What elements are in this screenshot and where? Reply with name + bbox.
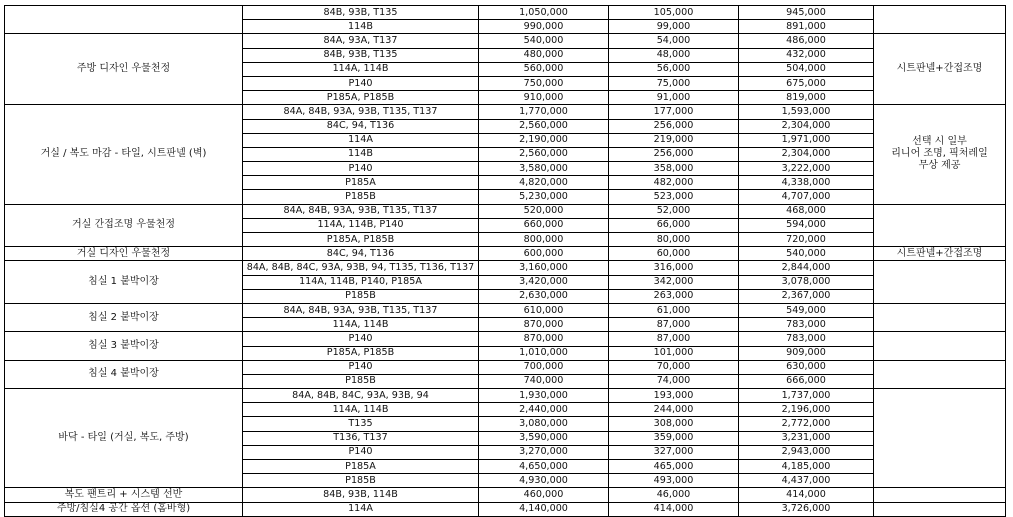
table-row bbox=[5, 303, 1006, 317]
unit-type-cell: P140 bbox=[243, 445, 479, 459]
discount-cell: 244,000 bbox=[609, 403, 739, 417]
discount-cell: 75,000 bbox=[609, 76, 739, 90]
list-price-cell: 1,930,000 bbox=[479, 389, 609, 403]
discount-cell: 493,000 bbox=[609, 474, 739, 488]
option-item-name: 바닥 - 타일 (거실, 복도, 주방) bbox=[5, 389, 243, 488]
list-price-cell: 1,770,000 bbox=[479, 105, 609, 119]
option-item-name: 주방 디자인 우물천정 bbox=[5, 34, 243, 105]
list-price-cell: 460,000 bbox=[479, 488, 609, 502]
list-price-cell: 600,000 bbox=[479, 247, 609, 261]
unit-type-cell: P140 bbox=[243, 76, 479, 90]
final-price-cell: 666,000 bbox=[739, 374, 874, 388]
final-price-cell: 2,943,000 bbox=[739, 445, 874, 459]
table-row bbox=[5, 488, 1006, 502]
option-item-name: 거실 디자인 우물천정 bbox=[5, 247, 243, 261]
unit-type-cell: P140 bbox=[243, 332, 479, 346]
list-price-cell: 910,000 bbox=[479, 91, 609, 105]
final-price-cell: 1,737,000 bbox=[739, 389, 874, 403]
final-price-cell: 2,304,000 bbox=[739, 147, 874, 161]
list-price-cell: 4,930,000 bbox=[479, 474, 609, 488]
option-item-name: 주방/침실4 공간 옵션 (홈바형) bbox=[5, 502, 243, 516]
table-row bbox=[5, 105, 1006, 119]
remark-cell bbox=[874, 488, 1006, 502]
discount-cell: 48,000 bbox=[609, 48, 739, 62]
discount-cell: 523,000 bbox=[609, 190, 739, 204]
unit-type-cell: T136, T137 bbox=[243, 431, 479, 445]
final-price-cell: 468,000 bbox=[739, 204, 874, 218]
remark-cell bbox=[874, 6, 1006, 34]
list-price-cell: 870,000 bbox=[479, 318, 609, 332]
unit-type-cell: P185A, P185B bbox=[243, 233, 479, 247]
list-price-cell: 4,650,000 bbox=[479, 460, 609, 474]
table-row bbox=[5, 389, 1006, 403]
discount-cell: 482,000 bbox=[609, 176, 739, 190]
discount-cell: 105,000 bbox=[609, 6, 739, 20]
option-item-name: 복도 팬트리 + 시스템 선반 bbox=[5, 488, 243, 502]
unit-type-cell: 114A bbox=[243, 133, 479, 147]
discount-cell: 60,000 bbox=[609, 247, 739, 261]
final-price-cell: 783,000 bbox=[739, 318, 874, 332]
table-row bbox=[5, 6, 1006, 20]
final-price-cell: 4,185,000 bbox=[739, 460, 874, 474]
unit-type-cell: 84A, 84B, 93A, 93B, T135, T137 bbox=[243, 303, 479, 317]
remark-cell bbox=[874, 303, 1006, 331]
list-price-cell: 1,010,000 bbox=[479, 346, 609, 360]
list-price-cell: 3,590,000 bbox=[479, 431, 609, 445]
discount-cell: 465,000 bbox=[609, 460, 739, 474]
table-row bbox=[5, 502, 1006, 516]
final-price-cell: 675,000 bbox=[739, 76, 874, 90]
unit-type-cell: 84A, 93A, T137 bbox=[243, 34, 479, 48]
unit-type-cell: 84A, 84B, 84C, 93A, 93B, 94 bbox=[243, 389, 479, 403]
discount-cell: 80,000 bbox=[609, 233, 739, 247]
list-price-cell: 2,440,000 bbox=[479, 403, 609, 417]
list-price-cell: 540,000 bbox=[479, 34, 609, 48]
table-row bbox=[5, 34, 1006, 48]
unit-type-cell: 84B, 93B, T135 bbox=[243, 6, 479, 20]
discount-cell: 308,000 bbox=[609, 417, 739, 431]
final-price-cell: 4,338,000 bbox=[739, 176, 874, 190]
unit-type-cell: 84B, 93B, T135 bbox=[243, 48, 479, 62]
unit-type-cell: P140 bbox=[243, 360, 479, 374]
unit-type-cell: 114A, 114B bbox=[243, 403, 479, 417]
list-price-cell: 5,230,000 bbox=[479, 190, 609, 204]
option-item-name: 침실 4 붙박이장 bbox=[5, 360, 243, 388]
option-price-table bbox=[4, 5, 1006, 517]
table-row bbox=[5, 332, 1006, 346]
discount-cell: 219,000 bbox=[609, 133, 739, 147]
discount-cell: 193,000 bbox=[609, 389, 739, 403]
final-price-cell: 549,000 bbox=[739, 303, 874, 317]
unit-type-cell: 84C, 94, T136 bbox=[243, 247, 479, 261]
discount-cell: 74,000 bbox=[609, 374, 739, 388]
discount-cell: 256,000 bbox=[609, 147, 739, 161]
list-price-cell: 480,000 bbox=[479, 48, 609, 62]
final-price-cell: 819,000 bbox=[739, 91, 874, 105]
unit-type-cell: 84A, 84B, 93A, 93B, T135, T137 bbox=[243, 204, 479, 218]
final-price-cell: 1,971,000 bbox=[739, 133, 874, 147]
remark-cell: 시트판넬+간접조명 bbox=[874, 34, 1006, 105]
option-item-name: 침실 1 붙박이장 bbox=[5, 261, 243, 304]
unit-type-cell: P185A bbox=[243, 176, 479, 190]
list-price-cell: 3,270,000 bbox=[479, 445, 609, 459]
discount-cell: 316,000 bbox=[609, 261, 739, 275]
final-price-cell: 2,196,000 bbox=[739, 403, 874, 417]
unit-type-cell: 114B bbox=[243, 147, 479, 161]
list-price-cell: 800,000 bbox=[479, 233, 609, 247]
final-price-cell: 945,000 bbox=[739, 6, 874, 20]
final-price-cell: 4,707,000 bbox=[739, 190, 874, 204]
final-price-cell: 630,000 bbox=[739, 360, 874, 374]
final-price-cell: 594,000 bbox=[739, 218, 874, 232]
final-price-cell: 891,000 bbox=[739, 20, 874, 34]
unit-type-cell: 84A, 84B, 84C, 93A, 93B, 94, T135, T136, T137 bbox=[243, 261, 479, 275]
remark-cell: 선택 시 일부 리니어 조명, 픽처레일 무상 제공 bbox=[874, 105, 1006, 204]
final-price-cell: 2,304,000 bbox=[739, 119, 874, 133]
option-item-name: 침실 2 붙박이장 bbox=[5, 303, 243, 331]
unit-type-cell: 114A, 114B, P140 bbox=[243, 218, 479, 232]
unit-type-cell: P185B bbox=[243, 190, 479, 204]
unit-type-cell: P185A, P185B bbox=[243, 91, 479, 105]
list-price-cell: 750,000 bbox=[479, 76, 609, 90]
discount-cell: 414,000 bbox=[609, 502, 739, 516]
discount-cell: 66,000 bbox=[609, 218, 739, 232]
remark-cell bbox=[874, 332, 1006, 360]
unit-type-cell: 114A, 114B, P140, P185A bbox=[243, 275, 479, 289]
discount-cell: 101,000 bbox=[609, 346, 739, 360]
list-price-cell: 3,420,000 bbox=[479, 275, 609, 289]
list-price-cell: 2,560,000 bbox=[479, 119, 609, 133]
discount-cell: 358,000 bbox=[609, 162, 739, 176]
unit-type-cell: P185B bbox=[243, 474, 479, 488]
list-price-cell: 740,000 bbox=[479, 374, 609, 388]
unit-type-cell: P185A, P185B bbox=[243, 346, 479, 360]
unit-type-cell: 84B, 93B, 114B bbox=[243, 488, 479, 502]
final-price-cell: 486,000 bbox=[739, 34, 874, 48]
unit-type-cell: P185B bbox=[243, 374, 479, 388]
list-price-cell: 4,140,000 bbox=[479, 502, 609, 516]
table-row bbox=[5, 204, 1006, 218]
list-price-cell: 2,630,000 bbox=[479, 289, 609, 303]
unit-type-cell: T135 bbox=[243, 417, 479, 431]
final-price-cell: 2,772,000 bbox=[739, 417, 874, 431]
remark-cell: 시트판넬+간접조명 bbox=[874, 247, 1006, 261]
discount-cell: 91,000 bbox=[609, 91, 739, 105]
option-item-name: 침실 3 붙박이장 bbox=[5, 332, 243, 360]
list-price-cell: 4,820,000 bbox=[479, 176, 609, 190]
unit-type-cell: 84C, 94, T136 bbox=[243, 119, 479, 133]
unit-type-cell: 114A, 114B bbox=[243, 318, 479, 332]
final-price-cell: 1,593,000 bbox=[739, 105, 874, 119]
list-price-cell: 870,000 bbox=[479, 332, 609, 346]
final-price-cell: 432,000 bbox=[739, 48, 874, 62]
list-price-cell: 2,560,000 bbox=[479, 147, 609, 161]
list-price-cell: 1,050,000 bbox=[479, 6, 609, 20]
discount-cell: 263,000 bbox=[609, 289, 739, 303]
list-price-cell: 520,000 bbox=[479, 204, 609, 218]
discount-cell: 359,000 bbox=[609, 431, 739, 445]
table-row bbox=[5, 261, 1006, 275]
option-item-name: 거실 / 복도 마감 - 타일, 시트판넬 (벽) bbox=[5, 105, 243, 204]
list-price-cell: 700,000 bbox=[479, 360, 609, 374]
list-price-cell: 3,580,000 bbox=[479, 162, 609, 176]
final-price-cell: 3,078,000 bbox=[739, 275, 874, 289]
list-price-cell: 560,000 bbox=[479, 62, 609, 76]
unit-type-cell: 114A bbox=[243, 502, 479, 516]
unit-type-cell: 114A, 114B bbox=[243, 62, 479, 76]
option-price-table-body bbox=[5, 6, 1006, 517]
list-price-cell: 990,000 bbox=[479, 20, 609, 34]
final-price-cell: 414,000 bbox=[739, 488, 874, 502]
final-price-cell: 540,000 bbox=[739, 247, 874, 261]
final-price-cell: 2,367,000 bbox=[739, 289, 874, 303]
table-row bbox=[5, 360, 1006, 374]
final-price-cell: 3,222,000 bbox=[739, 162, 874, 176]
discount-cell: 87,000 bbox=[609, 318, 739, 332]
option-item-name: 거실 간접조명 우물천정 bbox=[5, 204, 243, 247]
discount-cell: 99,000 bbox=[609, 20, 739, 34]
option-item-name bbox=[5, 6, 243, 34]
list-price-cell: 3,160,000 bbox=[479, 261, 609, 275]
discount-cell: 87,000 bbox=[609, 332, 739, 346]
unit-type-cell: P140 bbox=[243, 162, 479, 176]
list-price-cell: 3,080,000 bbox=[479, 417, 609, 431]
unit-type-cell: P185A bbox=[243, 460, 479, 474]
discount-cell: 342,000 bbox=[609, 275, 739, 289]
discount-cell: 46,000 bbox=[609, 488, 739, 502]
remark-cell bbox=[874, 360, 1006, 388]
unit-type-cell: P185B bbox=[243, 289, 479, 303]
discount-cell: 54,000 bbox=[609, 34, 739, 48]
discount-cell: 327,000 bbox=[609, 445, 739, 459]
remark-cell bbox=[874, 502, 1006, 516]
discount-cell: 52,000 bbox=[609, 204, 739, 218]
final-price-cell: 3,231,000 bbox=[739, 431, 874, 445]
remark-cell bbox=[874, 204, 1006, 247]
list-price-cell: 660,000 bbox=[479, 218, 609, 232]
final-price-cell: 3,726,000 bbox=[739, 502, 874, 516]
discount-cell: 256,000 bbox=[609, 119, 739, 133]
final-price-cell: 504,000 bbox=[739, 62, 874, 76]
remark-cell bbox=[874, 389, 1006, 488]
discount-cell: 61,000 bbox=[609, 303, 739, 317]
final-price-cell: 720,000 bbox=[739, 233, 874, 247]
discount-cell: 56,000 bbox=[609, 62, 739, 76]
list-price-cell: 610,000 bbox=[479, 303, 609, 317]
unit-type-cell: 84A, 84B, 93A, 93B, T135, T137 bbox=[243, 105, 479, 119]
final-price-cell: 783,000 bbox=[739, 332, 874, 346]
final-price-cell: 2,844,000 bbox=[739, 261, 874, 275]
list-price-cell: 2,190,000 bbox=[479, 133, 609, 147]
discount-cell: 177,000 bbox=[609, 105, 739, 119]
discount-cell: 70,000 bbox=[609, 360, 739, 374]
unit-type-cell: 114B bbox=[243, 20, 479, 34]
final-price-cell: 909,000 bbox=[739, 346, 874, 360]
remark-cell bbox=[874, 261, 1006, 304]
final-price-cell: 4,437,000 bbox=[739, 474, 874, 488]
table-row bbox=[5, 247, 1006, 261]
